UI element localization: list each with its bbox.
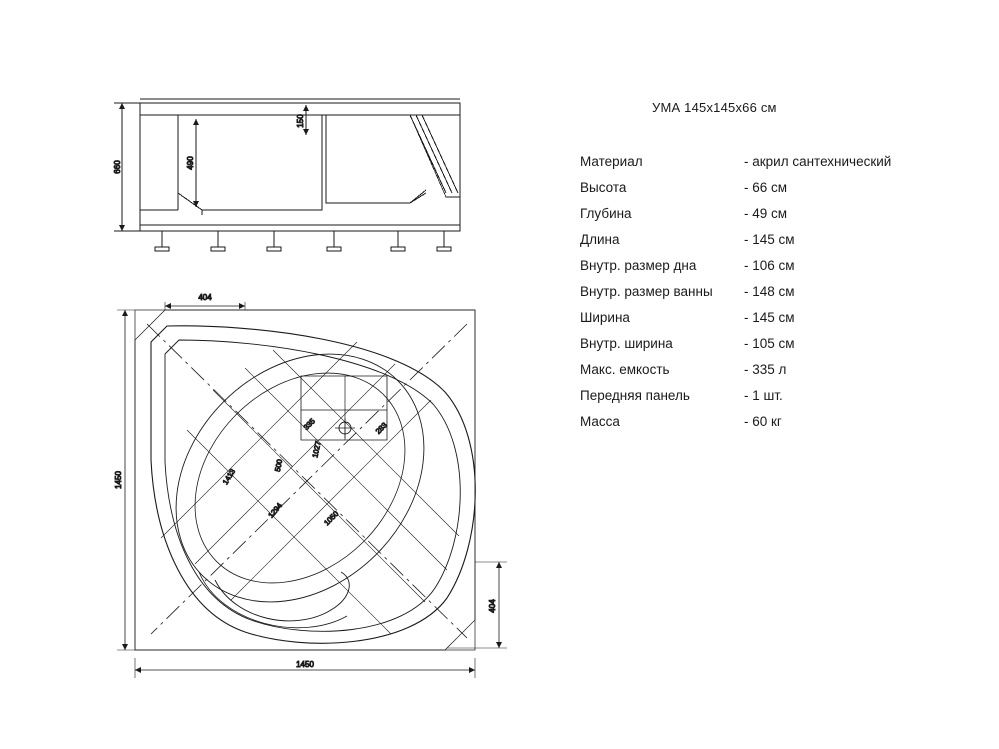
dim-rim-height: 150 bbox=[296, 114, 305, 128]
spec-label-width: Ширина bbox=[580, 310, 630, 325]
spec-row bbox=[580, 409, 970, 435]
spec-row bbox=[580, 383, 970, 409]
spec-label-inner-size: Внутр. размер ванны bbox=[580, 284, 713, 299]
dim-width-overall: 1450 bbox=[114, 471, 123, 489]
spec-value-width: - 145 см bbox=[744, 310, 795, 325]
dim-inner-diag-d: 1027 bbox=[310, 440, 323, 459]
front-elevation-drawing bbox=[110, 85, 490, 265]
dim-inner-diag-g: 1294 bbox=[266, 501, 284, 520]
spec-label-front-panel: Передняя панель bbox=[580, 388, 690, 403]
spec-row bbox=[580, 357, 970, 383]
spec-label-mass: Масса bbox=[580, 414, 620, 429]
spec-label-height: Высота bbox=[580, 180, 627, 195]
dim-inner-diag-a: 335 bbox=[301, 416, 317, 432]
dim-inner-diag-f: 1050 bbox=[322, 509, 341, 528]
spec-value-height: - 66 см bbox=[744, 180, 788, 195]
dim-height-overall: 660 bbox=[113, 160, 122, 174]
spec-label-inner-width: Внутр. ширина bbox=[580, 336, 673, 351]
spec-label-depth: Глубина bbox=[580, 206, 632, 221]
spec-row bbox=[580, 331, 970, 357]
spec-value-capacity: - 335 л bbox=[744, 362, 787, 377]
spec-row bbox=[580, 201, 970, 227]
dim-length-overall: 1450 bbox=[296, 660, 314, 669]
spec-label-length: Длина bbox=[580, 232, 620, 247]
dim-corner-cut-right: 404 bbox=[488, 599, 497, 613]
spec-row bbox=[580, 305, 970, 331]
dim-corner-cut-top: 404 bbox=[198, 293, 212, 302]
spec-row bbox=[580, 279, 970, 305]
spec-value-inner-bottom: - 106 см bbox=[744, 258, 795, 273]
spec-value-length: - 145 см bbox=[744, 232, 795, 247]
dim-inner-diag-b: 283 bbox=[373, 420, 389, 436]
spec-row bbox=[580, 149, 970, 175]
spec-value-depth: - 49 см bbox=[744, 206, 788, 221]
spec-value-material: - акрил сантехнический bbox=[744, 154, 892, 169]
specification-panel bbox=[580, 100, 970, 435]
spec-label-capacity: Макс. емкость bbox=[580, 362, 670, 377]
spec-label-material: Материал bbox=[580, 154, 643, 169]
spec-value-mass: - 60 кг bbox=[744, 414, 782, 429]
spec-value-inner-size: - 148 см bbox=[744, 284, 795, 299]
spec-value-front-panel: - 1 шт. bbox=[744, 388, 783, 403]
product-title: УМА 145х145х66 см bbox=[652, 100, 777, 115]
spec-row bbox=[580, 253, 970, 279]
dim-inner-diag-c: 500 bbox=[272, 458, 285, 473]
spec-row bbox=[580, 227, 970, 253]
dim-depth-inner: 490 bbox=[186, 156, 195, 170]
spec-row bbox=[580, 175, 970, 201]
spec-value-inner-width: - 105 см bbox=[744, 336, 795, 351]
spec-label-inner-bottom: Внутр. размер дна bbox=[580, 258, 697, 273]
top-plan-drawing bbox=[95, 280, 535, 700]
dim-inner-diag-e: 1413 bbox=[220, 467, 238, 487]
